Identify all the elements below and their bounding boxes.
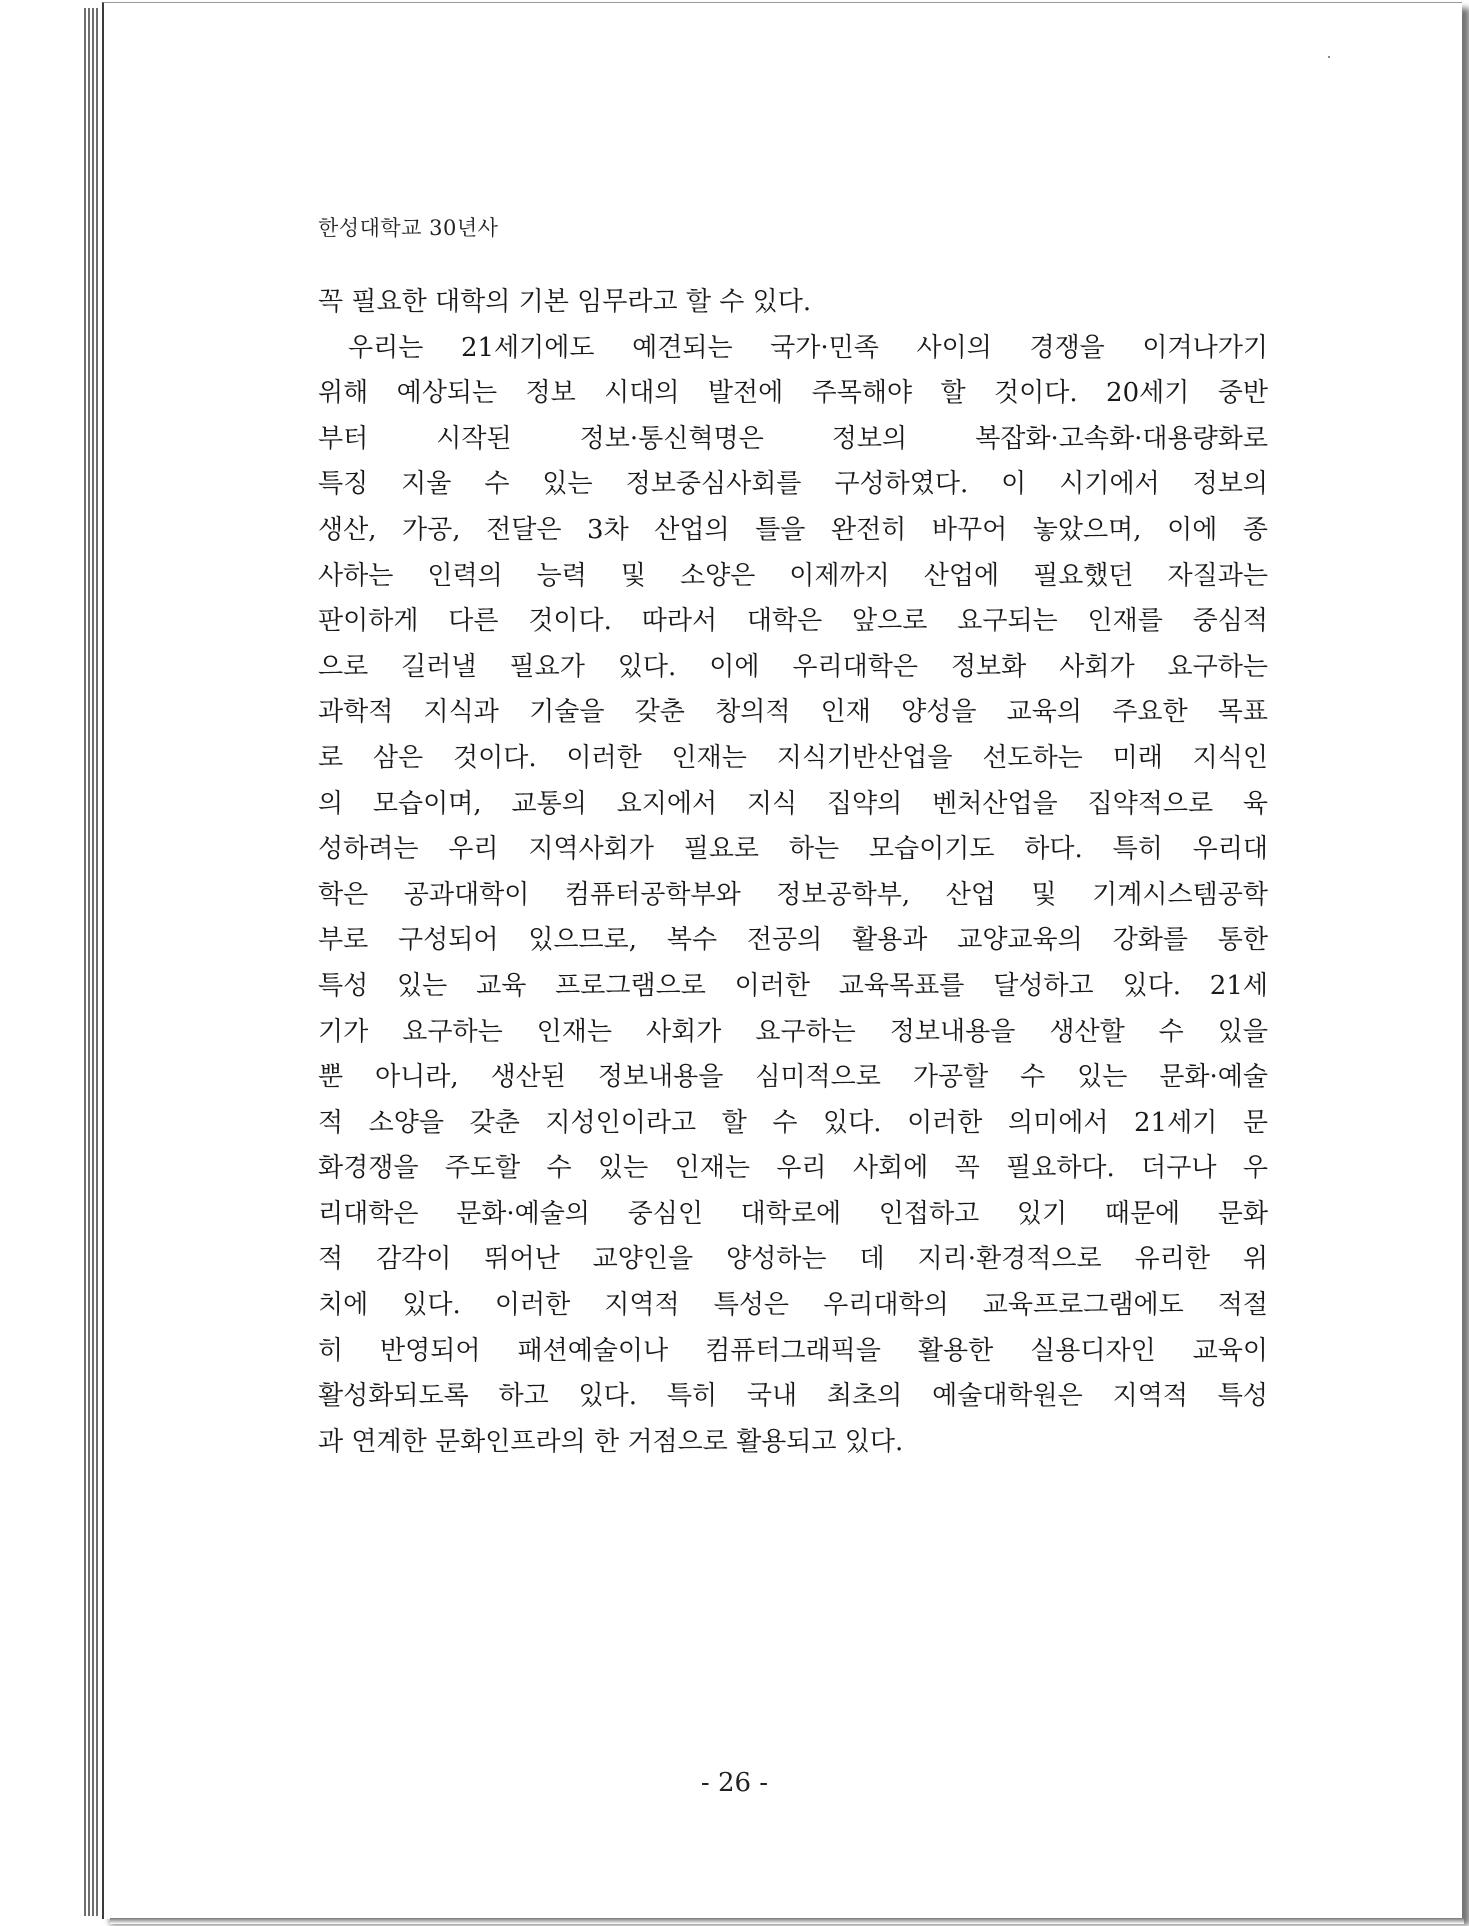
text-line: 위해 예상되는 정보 시대의 발전에 주목해야 할 것이다. 20세기 중반 — [318, 378, 1268, 409]
page-edge — [88, 8, 90, 1916]
text-line: 으로 길러낼 필요가 있다. 이에 우리대학은 정보화 사회가 요구하는 — [318, 651, 1268, 682]
page-shadow — [110, 1918, 1464, 1924]
text-line: 꼭 필요한 대학의 기본 임무라고 할 수 있다. — [318, 287, 812, 317]
text-line: 의 모습이며, 교통의 요지에서 지식 집약의 벤처산업을 집약적으로 육 — [318, 788, 1268, 819]
text-line: 치에 있다. 이러한 지역적 특성은 우리대학의 교육프로그램에도 적절 — [318, 1290, 1268, 1321]
page-edge — [92, 8, 94, 1916]
text-line: 성하려는 우리 지역사회가 필요로 하는 모습이기도 하다. 특히 우리대 — [318, 834, 1268, 865]
text-line: 우리는 21세기에도 예견되는 국가·민족 사이의 경쟁을 이겨나가기 — [348, 332, 1268, 363]
text-line: 로 삼은 것이다. 이러한 인재는 지식기반산업을 선도하는 미래 지식인 — [318, 742, 1268, 773]
scan-speck — [1328, 56, 1330, 58]
text-line: 사하는 인력의 능력 및 소양은 이제까지 산업에 필요했던 자질과는 — [318, 560, 1268, 591]
text-line: 적 소양을 갖춘 지성인이라고 할 수 있다. 이러한 의미에서 21세기 문 — [318, 1107, 1268, 1138]
page-number: - 26 - — [700, 1768, 769, 1798]
text-line: 부로 구성되어 있으므로, 복수 전공의 활용과 교양교육의 강화를 통한 — [318, 925, 1268, 956]
text-line: 리대학은 문화·예술의 중심인 대학로에 인접하고 있기 때문에 문화 — [318, 1198, 1268, 1229]
body-text — [318, 280, 1268, 1465]
page-edge — [84, 8, 86, 1916]
text-line: 활성화되도록 하고 있다. 특히 국내 최초의 예술대학원은 지역적 특성 — [318, 1381, 1268, 1412]
text-line: 뿐 아니라, 생산된 정보내용을 심미적으로 가공할 수 있는 문화·예술 — [318, 1062, 1268, 1093]
text-line: 생산, 가공, 전달은 3차 산업의 틀을 완전히 바꾸어 놓았으며, 이에 종 — [318, 514, 1268, 545]
text-line: 화경쟁을 주도할 수 있는 인재는 우리 사회에 꼭 필요하다. 더구나 우 — [318, 1153, 1268, 1184]
text-line: 과학적 지식과 기술을 갖춘 창의적 인재 양성을 교육의 주요한 목표 — [318, 697, 1268, 728]
running-head: 한성대학교 30년사 — [318, 216, 499, 240]
text-line: 과 연계한 문화인프라의 한 거점으로 활용되고 있다. — [318, 1426, 904, 1457]
text-line: 적 감각이 뛰어난 교양인을 양성하는 데 지리·환경적으로 유리한 위 — [318, 1244, 1268, 1275]
text-line: 학은 공과대학이 컴퓨터공학부와 정보공학부, 산업 및 기계시스템공학 — [318, 879, 1268, 910]
text-line: 판이하게 다른 것이다. 따라서 대학은 앞으로 요구되는 인재를 중심적 — [318, 606, 1268, 637]
text-line: 기가 요구하는 인재는 사회가 요구하는 정보내용을 생산할 수 있을 — [318, 1016, 1268, 1047]
text-line: 부터 시작된 정보·통신혁명은 정보의 복잡화·고속화·대용량화로 — [318, 423, 1268, 454]
text-line: 히 반영되어 패션예술이나 컴퓨터그래픽을 활용한 실용디자인 교육이 — [318, 1335, 1268, 1366]
text-line: 특성 있는 교육 프로그램으로 이러한 교육목표를 달성하고 있다. 21세 — [318, 970, 1268, 1001]
page-edge — [96, 8, 98, 1916]
text-line: 특징 지울 수 있는 정보중심사회를 구성하였다. 이 시기에서 정보의 — [318, 469, 1268, 500]
